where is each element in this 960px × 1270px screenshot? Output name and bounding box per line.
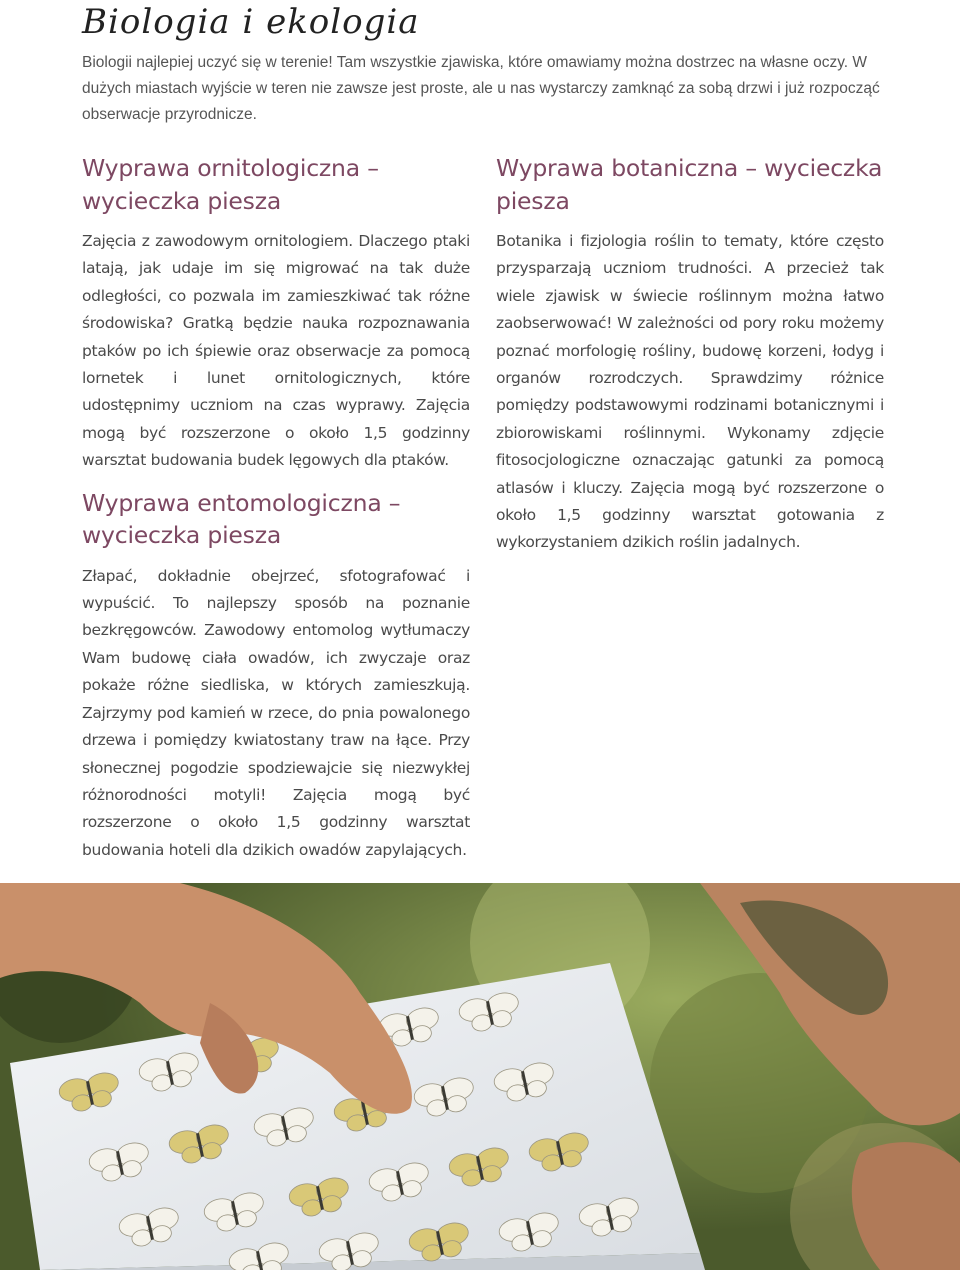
- section-heading: Wyprawa botaniczna – wycieczka piesza: [496, 154, 883, 215]
- photo-illustration: [0, 883, 960, 1270]
- section-ornithology: [82, 152, 470, 475]
- right-column: [496, 152, 884, 569]
- section-body: Botanika i fizjologia roślin to tematy, które często przysparzają uczniom trudności. A przecież tak wiele zjawisk w świecie roślinnym można łatwo zaobserwować! W zależności od pory roku możemy poznać morfologię rośliny, budowę korzeni, łodyg i organów rozrodczych. Sprawdzimy różnice pomiędzy podstawowymi rodzinami botanicznymi i zbiorowiskami roślinnymi. Wykonamy zdjęcie fitosocjologiczne oznaczając gatunki za pomocą atlasów i kluczy. Zajęcia mogą być rozszerzone o około 1,5 godzinny warsztat gotowania z wykorzystaniem dzikich roślin jadalnych.: [496, 232, 884, 552]
- section-botany: [496, 152, 884, 557]
- intro-paragraph: Biologii najlepiej uczyć się w terenie! Tam wszystkie zjawiska, które omawiamy można dostrzec na własne oczy. W dużych miastach wyjście w teren nie zawsze jest proste, ale u nas wystarczy zamknąć za sobą drzwi i już rozpocząć obserwacje przyrodnicze.: [82, 54, 880, 123]
- section-heading: Wyprawa ornitologiczna – wycieczka piesza: [82, 154, 379, 215]
- section-body: Złapać, dokładnie obejrzeć, sfotografować i wypuścić. To najlepszy sposób na poznanie bezkręgowców. Zawodowy entomolog wytłumaczy Wam budowę ciała owadów, ich zwyczaje oraz pokaże różne siedliska, w których zamieszkują. Zajrzymy pod kamień w rzece, do pnia powalonego drzewa i pomiędzy kwiatostany traw na łące. Przy słonecznej pogodzie spodziewajcie się niezwykłej różnorodności motyli! Zajęcia mogą być rozszerzone o około 1,5 godzinny warsztat budowania hoteli dla dzikich owadów zapylających.: [82, 566, 470, 859]
- hand-shape: [852, 1142, 960, 1270]
- section-entomology: [82, 487, 470, 864]
- page-title: Biologia i ekologia: [82, 2, 420, 42]
- butterfly-chart-photo: [0, 883, 960, 1270]
- section-body: Zajęcia z zawodowym ornitologiem. Dlaczego ptaki latają, jak udaje im się migrować na tak duże odległości, co pozwala im zamieszkiwać tak różne środowiska? Gratką będzie nauka rozpoznawania ptaków po ich śpiewie oraz obserwacje za pomocą lornetek i lunet ornitologicznych, które udostępnimy uczniom na czas wyprawy. Zajęcia mogą być rozszerzone o około 1,5 godzinny warsztat budowania budek lęgowych dla ptaków.: [82, 232, 470, 470]
- section-heading: Wyprawa entomologiczna – wycieczka piesza: [82, 488, 401, 550]
- left-column: [82, 152, 470, 876]
